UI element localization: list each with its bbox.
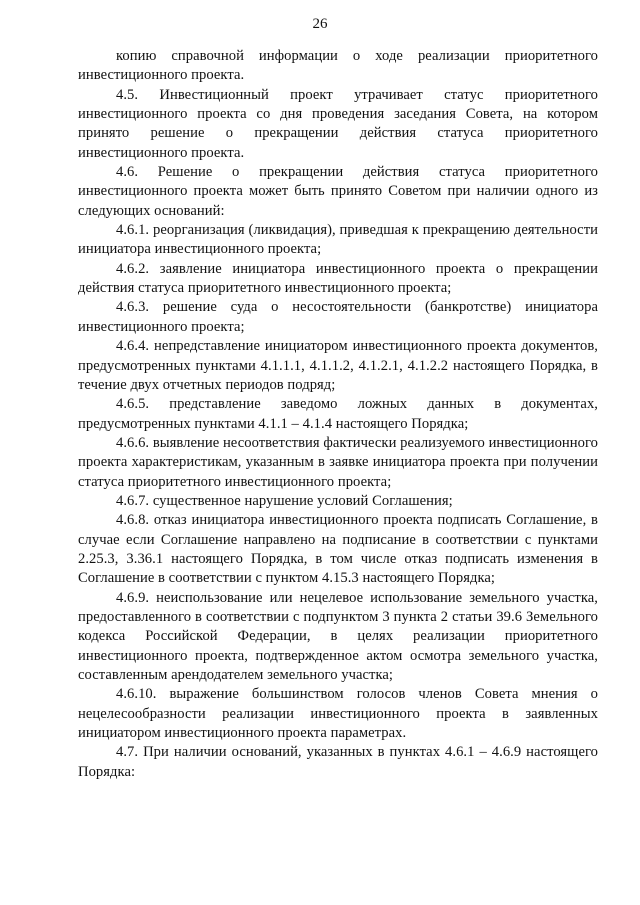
paragraph-4-6-2: 4.6.2. заявление инициатора инвестиционного проекта о прекращении действия статуса приоритетного инвестиционного проекта; [78,260,598,297]
page-number: 26 [312,16,328,32]
paragraph-4-6-7: 4.6.7. существенное нарушение условий Соглашения; [116,492,453,509]
paragraph-continuation: копию справочной информации о ходе реализации приоритетного инвестиционного проекта. [78,48,598,84]
paragraph-4-6-10: 4.6.10. выражение большинством голосов членов Совета мнения о нецелесообразности реализации инвестиционного проекта в заявленных инициатором инвестиционного проекта параметрах. [78,686,598,742]
paragraph-4-6-5: 4.6.5. представление заведомо ложных данных в документах, предусмотренных пунктами 4.1.1 – 4.1.4 настоящего Порядка; [78,396,598,432]
paragraph-4-5: 4.5. Инвестиционный проект утрачивает статус приоритетного инвестиционного проекта со дня проведения заседания Совета, на котором принято решение о прекращении действия статуса приоритетного инвестиционного проекта. [78,86,598,161]
paragraph-4-6-9: 4.6.9. неиспользование или нецелевое использование земельного участка, предоставленного в соответствии с подпунктом 3 пункта 2 статьи 39.6 Земельного кодекса Российской Федерации, в целях реализации приоритетного инвестиционного проекта, подтвержденное актом осмотра земельного участка, составленным арендодателем земельного участка; [78,589,598,683]
paragraph-4-6: 4.6. Решение о прекращении действия статуса приоритетного инвестиционного проекта может быть принято Советом при наличии одного из следующих оснований: [78,164,598,219]
paragraph-4-6-3: 4.6.3. решение суда о несостоятельности (банкротстве) инициатора инвестиционного проекта; [78,299,598,335]
paragraph-4-6-8: 4.6.8. отказ инициатора инвестиционного проекта подписать Соглашение, в случае если Соглашение направлено на подписание в соответствии с пунктами 2.25.3, 3.36.1 настоящего Порядка, в том числе отказ подписать изменения в Соглашение в соответствии с пунктом 4.15.3 настоящего Порядка; [78,512,598,587]
document-body [78,47,598,782]
paragraph-4-7: 4.7. При наличии оснований, указанных в пунктах 4.6.1 – 4.6.9 настоящего Порядка: [78,744,598,780]
paragraph-4-6-4: 4.6.4. непредставление инициатором инвестиционного проекта документов, предусмотренных пунктами 4.1.1.1, 4.1.1.2, 4.1.2.1, 4.1.2.2 настоящего Порядка, в течение двух отчетных периодов подряд; [78,338,598,393]
paragraph-4-6-1: 4.6.1. реорганизация (ликвидация), приведшая к прекращению деятельности инициатора инвестиционного проекта; [78,222,598,258]
paragraph-4-6-6: 4.6.6. выявление несоответствия фактически реализуемого инвестиционного проекта характеристикам, указанным в заявке инициатора проекта при получении статуса приоритетного инвестиционного проекта; [78,434,599,490]
